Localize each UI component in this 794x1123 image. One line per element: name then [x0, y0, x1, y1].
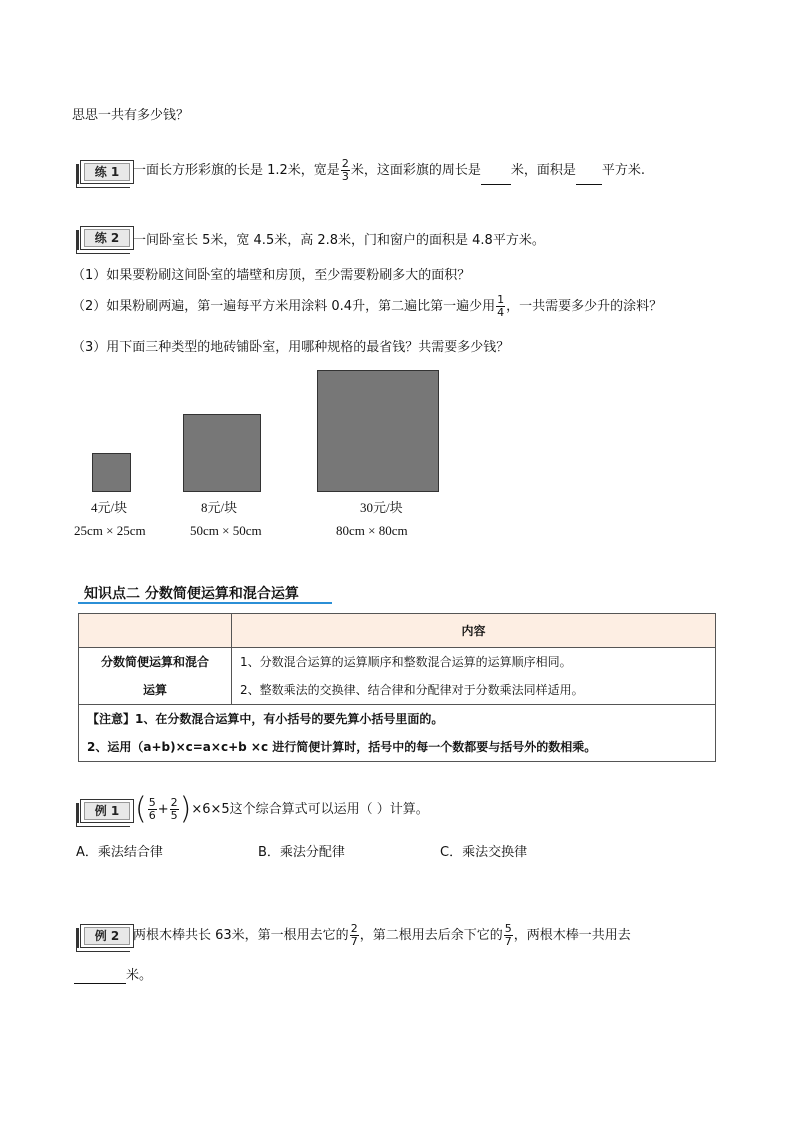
knowledge-table: [78, 613, 716, 762]
left-paren: (: [135, 791, 147, 827]
table-row-label: 分数简便运算和混合 运算: [79, 648, 232, 705]
answer-blank[interactable]: [74, 968, 126, 984]
example-1-tag: [80, 799, 134, 823]
table-header-empty: [79, 614, 232, 648]
answer-blank[interactable]: [576, 158, 602, 185]
exercise-2-q1: （1）如果要粉刷这间卧室的墙壁和房顶，至少需要粉刷多大的面积？: [72, 268, 471, 283]
table-note-row: [79, 705, 716, 762]
section-underline: [78, 602, 332, 604]
exercise-1-tag: [80, 160, 134, 184]
section-title: 知识点二 分数简便运算和混合运算: [84, 586, 299, 602]
tile-price-3: 30元/块: [360, 500, 403, 515]
tile-medium: [183, 414, 261, 492]
tile-size-1: 25cm × 25cm: [74, 523, 146, 538]
option-c[interactable]: C．乘法交换律: [440, 845, 528, 860]
exercise-2-tag: [80, 226, 134, 250]
answer-blank[interactable]: [481, 158, 511, 185]
exercise-1-tag-label: 练 1: [84, 163, 130, 181]
tile-size-3: 80cm × 80cm: [336, 523, 408, 538]
fraction: $\frac{2}{3}$: [341, 157, 349, 183]
table-header-row: [79, 614, 716, 648]
fraction: $\frac{5}{7}$: [504, 922, 512, 948]
table-row: [79, 648, 716, 705]
table-row-content: 1、分数混合运算的运算顺序和整数混合运算的运算顺序相同。 2、整数乘法的交换律、结合律和分配律对于分数乘法同样适用。: [232, 648, 716, 705]
example-2-answer-line: 米。: [74, 964, 152, 984]
example-2-tag: [80, 924, 134, 948]
fraction: $\frac{2}{7}$: [350, 922, 358, 948]
option-a[interactable]: A．乘法结合律: [76, 845, 163, 860]
table-header-content: 内容: [232, 614, 716, 648]
fraction: $\frac{2}{5}$: [170, 796, 178, 822]
example-1-text: 这个综合算式可以运用（ ）计算。: [229, 802, 429, 817]
tag-bar: [77, 803, 79, 823]
tag-bar: [77, 230, 79, 250]
exercise-2-q3: （3）用下面三种类型的地砖铺卧室，用哪种规格的最省钱？共需要多少钱？: [72, 340, 510, 355]
tag-bar: [77, 164, 79, 184]
tile-size-2: 50cm × 50cm: [190, 523, 262, 538]
example-1-tag-label: 例 1: [84, 802, 130, 820]
exercise-1-text-a: 一面长方形彩旗的长是 1.2米，宽是: [133, 163, 340, 178]
right-paren: ): [179, 791, 192, 827]
exercise-2-text: 一间卧室长 5米，宽 4.5米，高 2.8米，门和窗户的面积是 4.8平方米。: [133, 233, 545, 248]
tile-large: [317, 370, 439, 492]
tile-small: [92, 453, 131, 492]
option-b[interactable]: B．乘法分配律: [258, 845, 345, 860]
tag-bar: [77, 928, 79, 948]
fraction: $\frac{5}{6}$: [148, 796, 156, 822]
intro-question: 思思一共有多少钱？: [72, 108, 190, 123]
example-2-text: 两根木棒共长 63米，第一根用去它的 $\frac{2}{7}$ ，第二根用去后余下它的 $\frac{5}{7}$ ，两根木棒一共用去: [133, 922, 631, 948]
fraction: $\frac{1}{4}$: [497, 293, 505, 319]
example-2-tag-label: 例 2: [84, 927, 130, 945]
tile-price-1: 4元/块: [91, 500, 128, 515]
tile-price-2: 8元/块: [201, 500, 238, 515]
exercise-2-tag-label: 练 2: [84, 229, 130, 247]
exercise-1-text: 一面长方形彩旗的长是 1.2米，宽是 $\frac{2}{3}$ 米，这面彩旗的周长是 米，面积是 平方米.: [133, 157, 645, 183]
table-note: 【注意】1、在分数混合运算中，有小括号的要先算小括号里面的。 2、运用（a+b)×c=a×c+b ×c 进行简便计算时，括号中的每一个数都要与括号外的数相乘。: [79, 705, 716, 762]
example-1-expression: ( $\frac{5}{6}$ + $\frac{2}{5}$ )×6×5这个综合算式可以运用（ ）计算。: [135, 791, 429, 827]
exercise-2-q2: （2）如果粉刷两遍，第一遍每平方米用涂料 0.4升，第二遍比第一遍少用 $\frac{1}{4}$ ，一共需要多少升的涂料？: [72, 293, 663, 319]
